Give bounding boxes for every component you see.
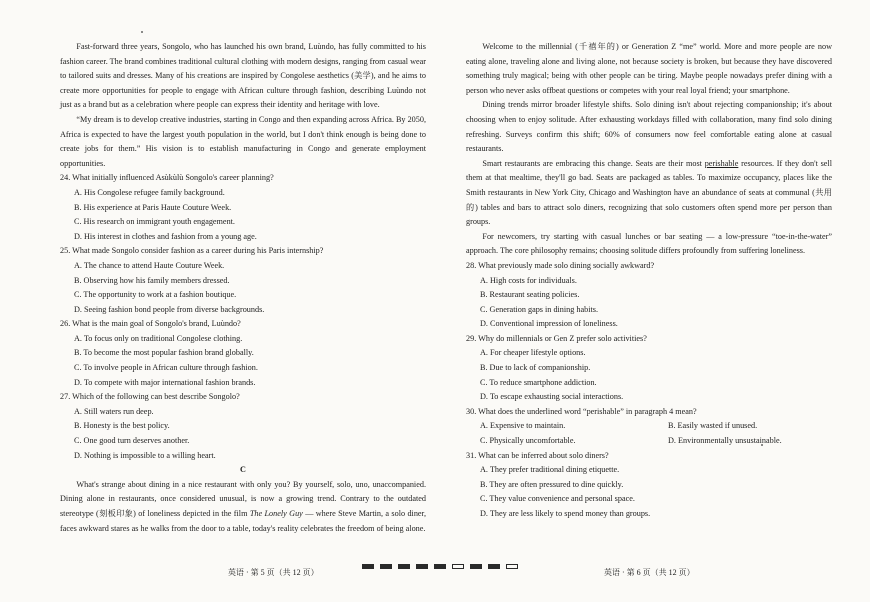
underlined-word: perishable (704, 158, 739, 168)
option-25a: A. The chance to attend Haute Couture Week. (74, 260, 225, 270)
option-26d: D. To compete with major international fashion brands. (74, 377, 256, 387)
option-29a: A. For cheaper lifestyle options. (480, 348, 586, 358)
option-26b: B. To become the most popular fashion brand globally. (74, 348, 254, 358)
print-mark (362, 564, 374, 569)
option-26c: C. To involve people in African culture through fashion. (74, 363, 258, 373)
option-26a: A. To focus only on traditional Congolese clothing. (74, 333, 243, 343)
print-mark (488, 564, 500, 569)
right-page (466, 40, 832, 522)
option-30b: B. Easily wasted if unused. (668, 421, 758, 431)
question-31: 31. What can be inferred about solo diners? (466, 450, 609, 460)
option-27a: A. Still waters run deep. (74, 406, 154, 416)
option-29d: D. To escape exhausting social interactions. (480, 392, 624, 402)
question-25: 25. What made Songolo consider fashion as a career during his Paris internship? (60, 246, 324, 256)
left-page (60, 40, 426, 536)
passage-paragraph: Fast-forward three years, Songolo, who has launched his own brand, Luùndo, has fully committed to his fashion career. The brand combines traditional cultural clothing with modern designs, ranging from casual wear to tailored suits and dresses. Many of his creations are inspired by Congolese aesthetics (美学), and he aims to create more opportunities for people to engage with African culture through fashion, describing Luùndo not just as a brand but as a celebration where people can express their identity and heritage with love. (60, 42, 426, 110)
section-heading: C (240, 465, 246, 475)
option-30a: A. Expensive to maintain. (480, 421, 566, 431)
option-28d: D. Conventional impression of loneliness. (480, 319, 618, 329)
question-29: 29. Why do millennials or Gen Z prefer solo activities? (466, 333, 647, 343)
option-28a: A. High costs for individuals. (480, 275, 577, 285)
passage-paragraph: Welcome to the millennial (千禧年的) or Generation Z “me” world. More and more people are now eating alone, traveling alone and living alone, not because society is broken, but because they have discovered something truly magical; being with other people can be tiring. Maybe people nowadays prefer dining with a person who never asks offbeat questions or competes with your real loyal friend; your smartphone. (466, 42, 832, 95)
scan-speck (141, 31, 143, 33)
registration-marks (362, 564, 518, 569)
option-row (466, 419, 832, 434)
option-24a: A. His Congolese refugee family background. (74, 187, 225, 197)
option-31d: D. They are less likely to spend money than groups. (480, 509, 651, 518)
option-24d: D. His interest in clothes and fashion from a young age. (74, 231, 257, 241)
option-27c: C. One good turn deserves another. (74, 436, 190, 446)
option-27d: D. Nothing is impossible to a willing heart. (74, 450, 216, 460)
option-28b: B. Restaurant seating policies. (480, 290, 580, 300)
print-mark (416, 564, 428, 569)
option-25d: D. Seeing fashion bond people from diverse backgrounds. (74, 304, 265, 314)
option-24c: C. His research on immigrant youth engagement. (74, 217, 235, 227)
question-24: 24. What initially influenced Asùkùlù Songolo's career planning? (60, 173, 274, 183)
option-29c: C. To reduce smartphone addiction. (480, 377, 597, 387)
passage-paragraph: Dining trends mirror broader lifestyle shifts. Solo dining isn't about rejecting companionship; it's about choosing when to enjoy solitude. After exhausting workdays filled with collaboration, many find solo dining refreshing. Surveys confirm this shift; 60% of consumers now feel comfortable eating alone at casual restaurants. (466, 100, 832, 154)
option-27b: B. Honesty is the best policy. (74, 421, 170, 431)
option-29b: B. Due to lack of companionship. (480, 363, 591, 373)
option-24b: B. His experience at Paris Haute Couture Week. (74, 202, 232, 212)
paragraph-text: resources. If they don't sell them at that mealtime, they'll go bad. Seats are packaged as tables. To maximize occupancy, places like the Smith restaurants in New York City, Chicago and Washington have an abundance of seats at communal (共用的) tables and bars to attract solo diners, recognizing that solo customers often spend more per person than groups. (466, 158, 832, 227)
question-27: 27. Which of the following can best describe Songolo? (60, 392, 240, 402)
passage-paragraph: “My dream is to develop creative industries, starting in Congo and then expanding across Africa. By 2050, Africa is expected to have the largest youth population in the world, but I don't think enough is being done to create jobs for them.” His vision is to establish manufacturing in Congo and generate employment opportunities. (60, 114, 426, 168)
option-30d: D. Environmentally unsustainable. (668, 436, 782, 446)
option-25c: C. The opportunity to work at a fashion boutique. (74, 290, 237, 300)
option-30c: C. Physically uncomfortable. (480, 436, 576, 446)
option-row (466, 434, 832, 449)
print-mark (398, 564, 410, 569)
print-mark-empty (452, 564, 464, 569)
option-31b: B. They are often pressured to dine quickly. (480, 479, 624, 489)
passage-paragraph (466, 157, 832, 230)
option-28c: C. Generation gaps in dining habits. (480, 304, 599, 314)
option-25b: B. Observing how his family members dressed. (74, 275, 230, 285)
question-26: 26. What is the main goal of Songolo's brand, Luùndo? (60, 319, 241, 329)
print-mark (434, 564, 446, 569)
page-footer-right: 英语 · 第 6 页（共 12 页） (604, 568, 695, 577)
print-mark-empty (506, 564, 518, 569)
page-footer-left: 英语 · 第 5 页（共 12 页） (228, 568, 319, 577)
question-28: 28. What previously made solo dining socially awkward? (466, 260, 655, 270)
paragraph-text: — where Steve Martin, a solo diner, faces awkward stares as he walks from the door to a table, today's reality celebrates the freedom of being alone. (60, 509, 426, 533)
film-title: The Lonely Guy (249, 509, 303, 518)
print-mark (470, 564, 482, 569)
question-30: 30. What does the underlined word “perishable” in paragraph 4 mean? (466, 406, 697, 416)
passage-paragraph: For newcomers, try starting with casual lunches or bar seating — a low-pressure “toe-in-the-water” approach. The core philosophy remains; choosing solitude differs profoundly from suffering loneliness. (466, 231, 832, 256)
option-31a: A. They prefer traditional dining etiquette. (480, 465, 620, 475)
paragraph-text: What's strange about dining in a nice restaurant with only you? By yourself, solo, uno, unaccompanied. Dining alone in restaurants, once considered unusual, is now a growing trend. Contrary to the outdated stereotype (刻板印象) of loneliness depicted in the film (60, 479, 426, 518)
option-31c: C. They value convenience and personal space. (480, 494, 635, 504)
paragraph-text: Smart restaurants are embracing this change. Seats are their most (482, 158, 705, 168)
print-mark (380, 564, 392, 569)
passage-paragraph (60, 478, 426, 536)
